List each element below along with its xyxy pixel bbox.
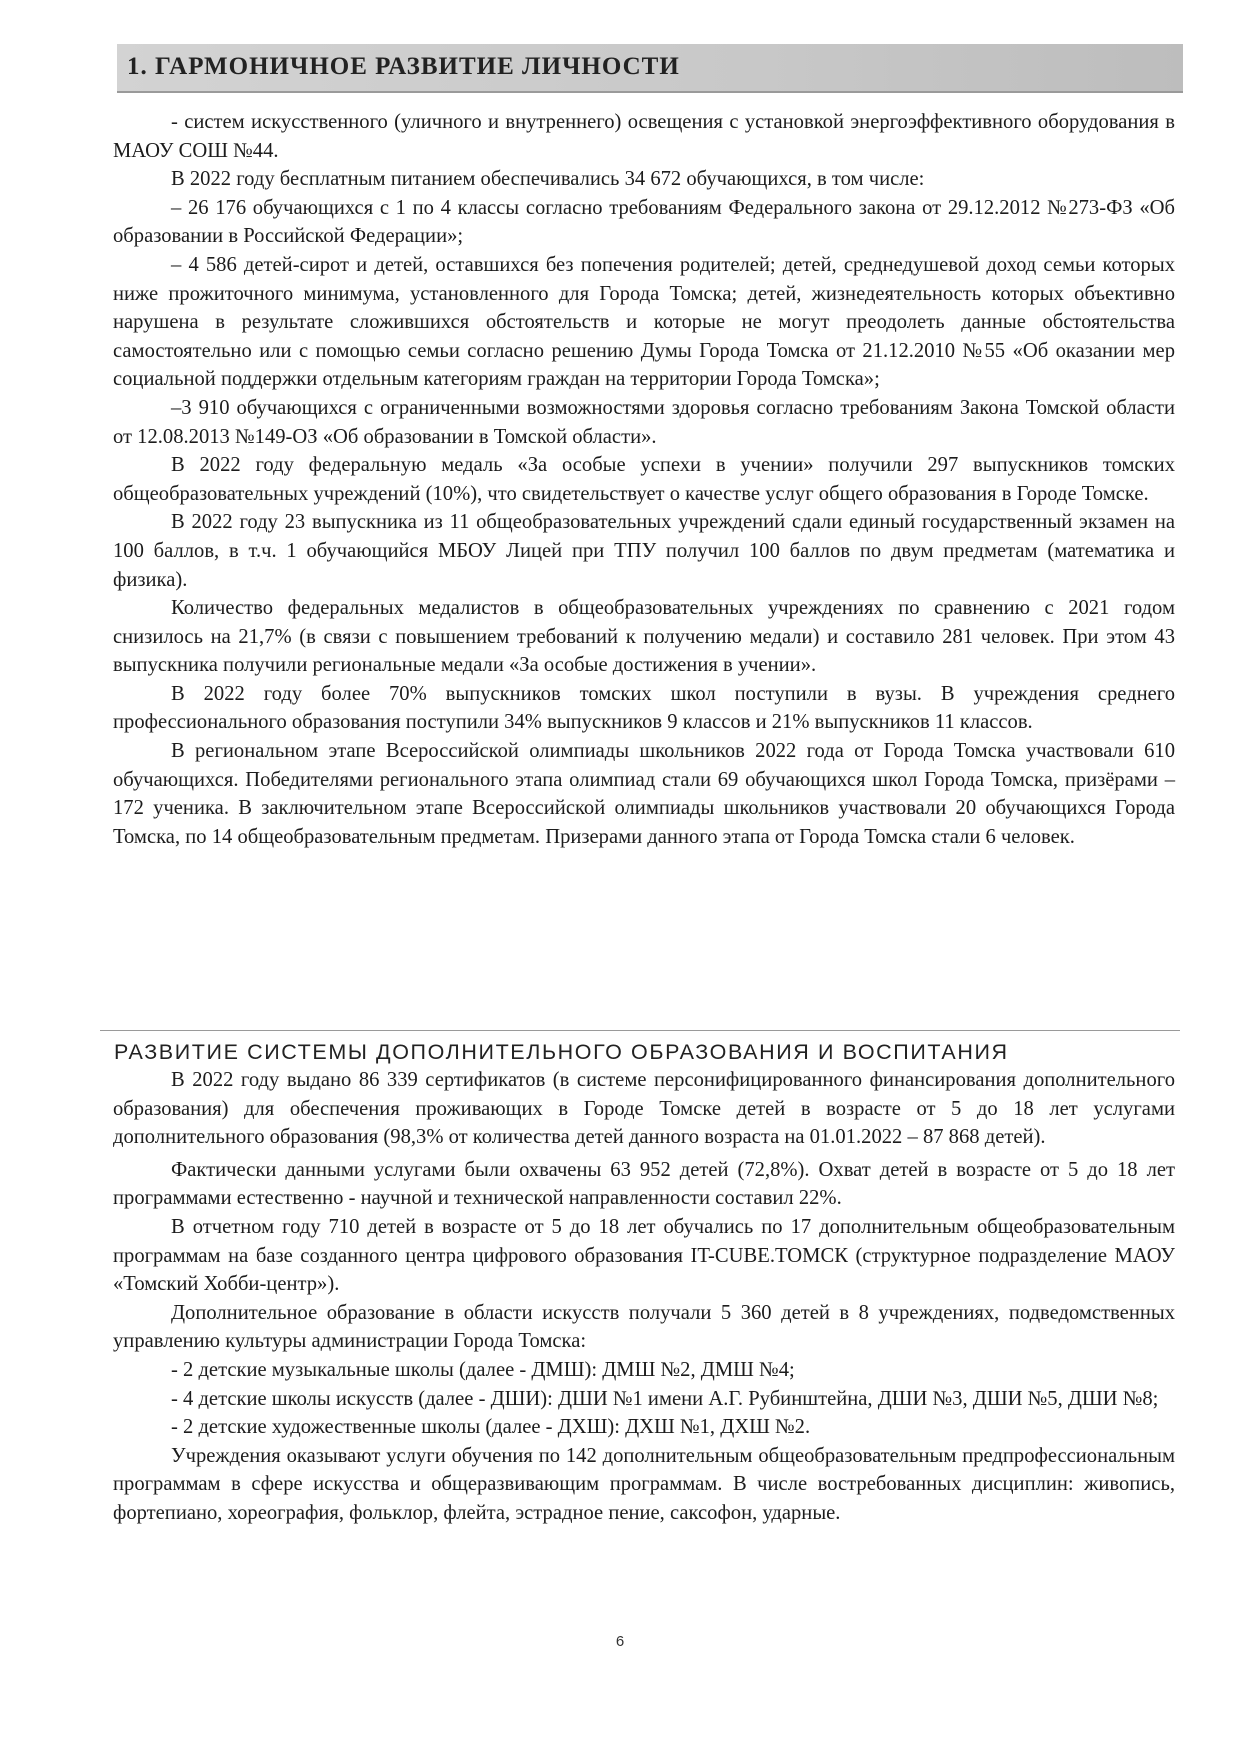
section-header-band [117, 44, 1183, 93]
paragraph: - систем искусственного (уличного и внутреннего) освещения с установкой энергоэффективного оборудования в МАОУ СОШ №44. [113, 111, 1175, 162]
paragraph: –3 910 обучающихся с ограниченными возможностями здоровья согласно требованиям Закона Томской области от 12.08.2013 №149-ОЗ «Об образовании в Томской области». [113, 396, 1175, 448]
page-number: 6 [615, 1633, 625, 1650]
paragraph: В 2022 году федеральную медаль «За особые успехи в учении» получили 297 выпускников томских общеобразовательных учреждений (10%), что свидетельствует о качестве услуг общего образования в Городе Томске. [113, 454, 1175, 505]
section2-body [113, 1066, 1175, 1528]
paragraph: Дополнительное образование в области искусств получали 5 360 детей в 8 учреждениях, подведомственных управлению культуры администрации Города Томска: [113, 1301, 1175, 1353]
paragraph: В региональном этапе Всероссийской олимпиады школьников 2022 года от Города Томска участвовали 610 обучающихся. Победителями регионального этапа олимпиад стали 69 обучающихся школ Города Томска, призёрами – 172 ученика. В заключительном этапе Всероссийской олимпиады школьников участвовали 20 обучающихся Города Томска, по 14 общеобразовательным предметам. Призерами данного этапа от Города Томска стали 6 человек. [113, 740, 1175, 848]
paragraph: В 2022 году более 70% выпускников томских школ поступили в вузы. В учреждения среднего профессионального образования поступили 34% выпускников 9 классов и 21% выпускников 11 классов. [113, 682, 1175, 734]
paragraph: В 2022 году 23 выпускника из 11 общеобразовательных учреждений сдали единый государственный экзамен на 100 баллов, в т.ч. 1 обучающийся МБОУ Лицей при ТПУ получил 100 баллов по двум предметам (математика и физика). [113, 511, 1175, 591]
section1-body [113, 108, 1175, 851]
paragraph: В 2022 году выдано 86 339 сертификатов (в системе персонифицированного финансирования дополнительного образования) для обеспечения проживающих в Городе Томске детей в возрасте от 5 до 18 лет услугами дополнительного образования (98,3% от количества детей данного возраста на 01.01.2022 – 87 868 детей). [113, 1069, 1175, 1149]
subsection-title: РАЗВИТИЕ СИСТЕМЫ ДОПОЛНИТЕЛЬНОГО ОБРАЗОВАНИЯ И ВОСПИТАНИЯ [114, 1040, 1009, 1064]
paragraph: В отчетном году 710 детей в возрасте от 5 до 18 лет обучались по 17 дополнительным общеобразовательным программам на базе созданного центра цифрового образования IT-CUBE.ТОМСК (структурное подразделение МАОУ «Томский Хобби-центр»). [113, 1215, 1175, 1296]
paragraph: В 2022 году бесплатным питанием обеспечивались 34 672 обучающихся, в том числе: [171, 168, 925, 191]
paragraph: Учреждения оказывают услуги обучения по 142 дополнительным общеобразовательным предпрофессиональным программам в сфере искусства и общеразвивающим программам. В числе востребованных дисциплин: живопись, фортепиано, хореография, фольклор, флейта, эстрадное пение, саксофон, ударные. [113, 1444, 1175, 1524]
paragraph: Количество федеральных медалистов в общеобразовательных учреждениях по сравнению с 2021 годом снизилось на 21,7% (в связи с повышением требований к получению медали) и составило 281 человек. При этом 43 выпускника получили региональные медали «За особые достижения в учении». [113, 597, 1175, 677]
paragraph: Фактически данными услугами были охвачены 63 952 детей (72,8%). Охват детей в возрасте от 5 до 18 лет программами естественно - научной и технической направленности составил 22%. [113, 1158, 1175, 1210]
paragraph: – 26 176 обучающихся с 1 по 4 классы согласно требованиям Федерального закона от 29.12.2012 №273-ФЗ «Об образовании в Российской Федерации»; [113, 196, 1175, 248]
section-divider [100, 1030, 1180, 1031]
list-item: - 2 детские музыкальные школы (далее - ДМШ): ДМШ №2, ДМШ №4; [171, 1358, 795, 1381]
section-title: 1. ГАРМОНИЧНОЕ РАЗВИТИЕ ЛИЧНОСТИ [127, 53, 680, 80]
list-item: - 4 детские школы искусств (далее - ДШИ): ДШИ №1 имени А.Г. Рубинштейна, ДШИ №3, ДШИ №5, ДШИ №8; [171, 1387, 1159, 1410]
list-item: - 2 детские художественные школы (далее - ДХШ): ДХШ №1, ДХШ №2. [171, 1416, 811, 1439]
paragraph: – 4 586 детей-сирот и детей, оставшихся без попечения родителей; детей, среднедушевой доход семьи которых ниже прожиточного минимума, установленного для Города Томска; детей, жизнедеятельность которых объективно нарушена в результате сложившихся обстоятельств и которые не могут преодолеть данные обстоятельства самостоятельно или с помощью семьи согласно решению Думы Города Томска от 21.12.2010 №55 «Об оказании мер социальной поддержки отдельным категориям граждан на территории Города Томска»; [113, 253, 1175, 391]
